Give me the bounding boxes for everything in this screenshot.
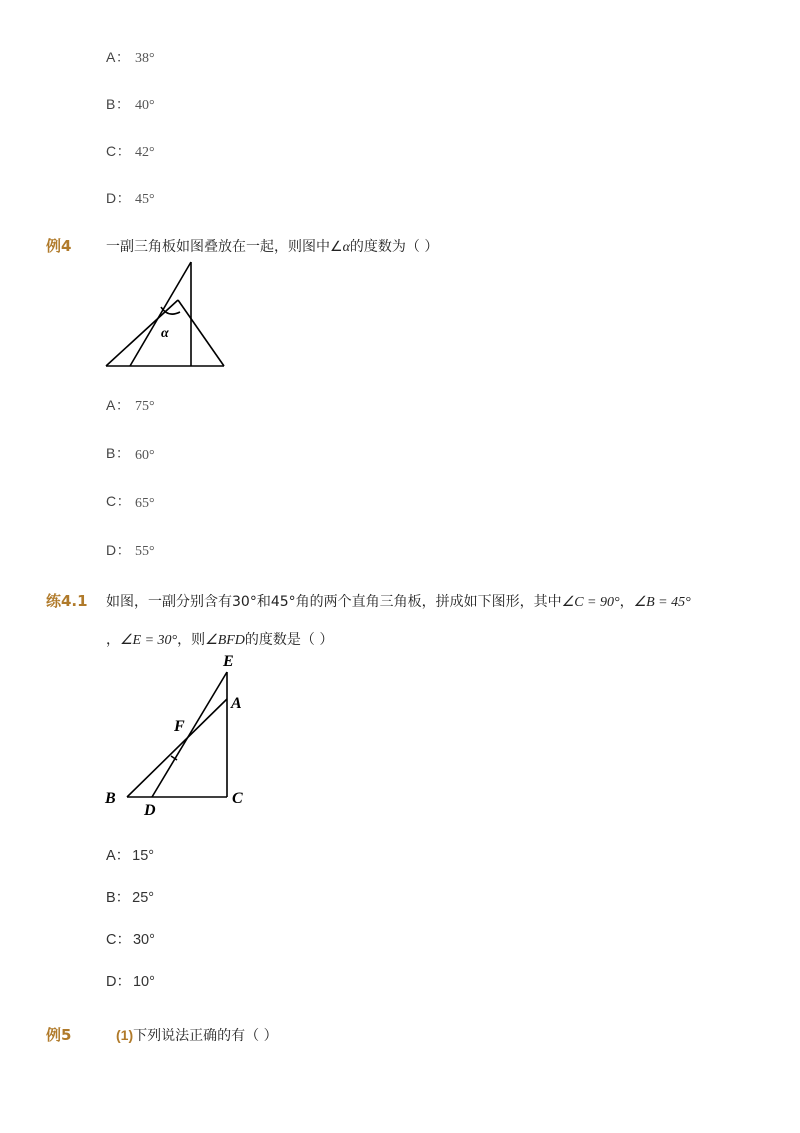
q3-option-a-value: 38° [135, 51, 155, 66]
ex4-right-slope [178, 300, 224, 366]
ex41-line-ba [127, 699, 227, 797]
option-letter: C [106, 932, 117, 948]
ex5-text: 下列说法正确的有（ ） [133, 1028, 278, 1044]
option-sep: ： [115, 890, 131, 906]
ex4-option-b-value: 60° [135, 448, 155, 463]
ex4-figure [100, 258, 230, 370]
ex4-option-d-value: 55° [135, 544, 155, 559]
ex41-tag: 练4.1 [46, 592, 88, 610]
q3-option-b[interactable] [106, 94, 130, 114]
ex41-label-a: A [231, 695, 242, 712]
option-sep: ： [115, 445, 131, 461]
ex41-line2-prefix: ， [106, 632, 120, 648]
option-letter: A [106, 397, 116, 413]
ex4-text-before: 一副三角板如图叠放在一起，则图中 [106, 239, 330, 255]
ex41-label-f: F [174, 718, 185, 735]
option-letter: D [106, 974, 117, 990]
q3-option-d-value: 45° [135, 192, 155, 207]
option-sep: ： [116, 932, 131, 948]
ex41-label-e: E [223, 653, 234, 670]
q3-option-b-value: 40° [135, 98, 155, 113]
option-value: 15° [132, 848, 155, 864]
ex5-question [116, 1025, 278, 1045]
ex41-option-c[interactable] [106, 928, 155, 949]
ex41-line2-suffix: 的度数是（ ） [244, 632, 334, 648]
ex41-option-d[interactable] [106, 970, 155, 991]
option-sep: ： [115, 96, 131, 112]
option-letter: C [106, 143, 117, 159]
option-sep: ： [116, 143, 132, 159]
option-sep: ： [116, 542, 132, 558]
option-letter: D [106, 542, 117, 558]
q3-option-c[interactable] [106, 141, 131, 161]
ex41-question-line2 [106, 629, 333, 649]
option-letter: B [106, 890, 116, 906]
option-letter: A [106, 848, 116, 864]
ex4-text-after: 的度数为（ ） [349, 239, 439, 255]
ex41-label-c: C [232, 790, 243, 807]
option-sep: ： [116, 493, 132, 509]
ex4-hypotenuse [130, 262, 191, 366]
ex5-sub-number: (1) [116, 1027, 134, 1043]
ex4-question [106, 236, 438, 256]
option-sep: ： [116, 190, 132, 206]
ex4-angle-var: α [342, 240, 350, 255]
option-value: 10° [132, 974, 155, 990]
ex4-option-a-value: 75° [135, 399, 155, 414]
ex4-figure-alpha: α [161, 326, 169, 341]
option-letter: D [106, 190, 117, 206]
ex5-tag: 例5 [46, 1026, 72, 1044]
option-letter: A [106, 49, 116, 65]
ex41-figure [100, 650, 255, 822]
ex4-angle-symbol: ∠ [330, 240, 343, 255]
ex41-label-d: D [144, 802, 156, 819]
option-value: 30° [132, 932, 155, 948]
ex41-option-b[interactable] [106, 886, 154, 907]
option-sep: ： [115, 49, 131, 65]
ex41-comma: ， [619, 594, 634, 610]
ex41-option-a[interactable] [106, 844, 154, 865]
option-letter: B [106, 445, 116, 461]
option-value: 25° [132, 890, 155, 906]
q3-option-a[interactable] [106, 47, 130, 67]
ex4-option-d[interactable] [106, 540, 131, 560]
ex41-line-ed [152, 672, 227, 797]
option-sep: ： [115, 848, 131, 864]
option-letter: C [106, 493, 117, 509]
ex41-line2-mid: ，则 [177, 632, 206, 648]
q3-option-d[interactable] [106, 188, 131, 208]
ex41-cond3: ∠E = 30° [120, 633, 178, 648]
ex41-target: ∠BFD [205, 633, 245, 648]
option-letter: B [106, 96, 116, 112]
ex41-label-b: B [105, 790, 116, 807]
q3-option-c-value: 42° [135, 145, 155, 160]
option-sep: ： [115, 397, 131, 413]
ex4-option-c-value: 65° [135, 496, 155, 511]
ex41-cond1: ∠C = 90° [561, 595, 620, 610]
ex4-option-a[interactable] [106, 395, 130, 415]
option-sep: ： [116, 974, 131, 990]
ex4-tag: 例4 [46, 237, 72, 255]
ex41-cond2: ∠B = 45° [633, 595, 691, 610]
ex4-option-c[interactable] [106, 491, 131, 511]
ex41-question-line1 [106, 591, 691, 611]
ex41-line1-text: 如图，一副分别含有30°和45°角的两个直角三角板，拼成如下图形，其中 [106, 594, 562, 610]
ex4-option-b[interactable] [106, 443, 130, 463]
